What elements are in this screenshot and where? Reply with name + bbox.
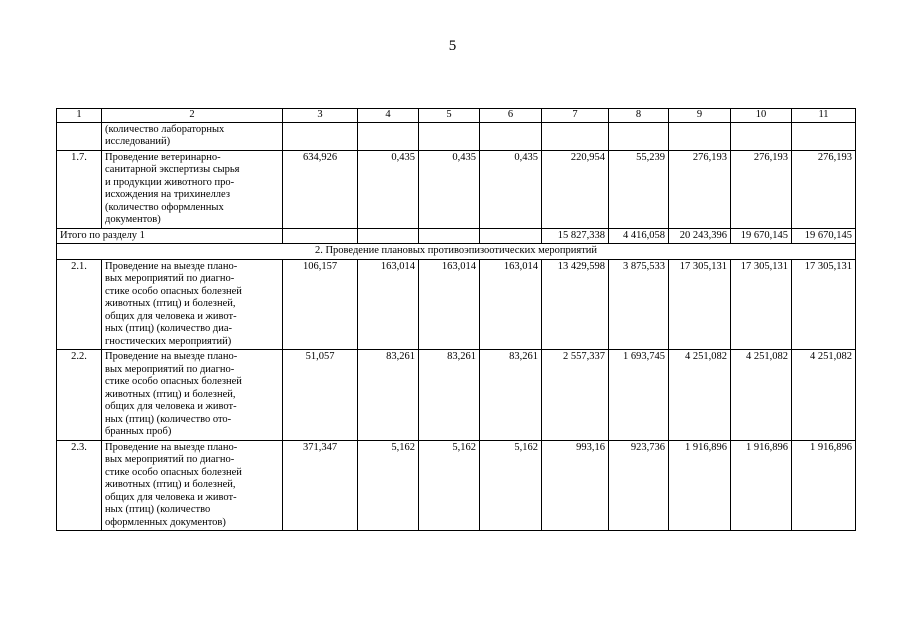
table-row	[57, 259, 856, 350]
value-cell	[283, 122, 358, 150]
value-cell	[669, 122, 731, 150]
column-header: 8	[609, 109, 669, 123]
value-cell: 0,435	[480, 150, 542, 228]
value-cell	[480, 122, 542, 150]
row-description: Проведение на выезде плано- вых мероприятий по диагно- стике особо опасных болезней животных (птиц) и болезней, общих для человека и живот- ных (птиц) (количество ото- бранных проб)	[102, 350, 283, 441]
value-cell: 83,261	[358, 350, 419, 441]
value-cell: 0,435	[419, 150, 480, 228]
value-cell: 15 827,338	[542, 228, 609, 244]
value-cell	[609, 122, 669, 150]
value-cell: 106,157	[283, 259, 358, 350]
value-cell: 19 670,145	[792, 228, 856, 244]
column-header: 10	[731, 109, 792, 123]
column-number-row	[57, 109, 856, 123]
value-cell: 163,014	[480, 259, 542, 350]
value-cell	[542, 122, 609, 150]
subtotal-row	[57, 228, 856, 244]
value-cell: 83,261	[480, 350, 542, 441]
table-row	[57, 440, 856, 531]
section-row	[57, 244, 856, 260]
value-cell	[792, 122, 856, 150]
value-cell: 634,926	[283, 150, 358, 228]
row-description: Проведение ветеринарно- санитарной экспертизы сырья и продукции животного про- исхождения на трихинеллез (количество оформленных документов)	[102, 150, 283, 228]
column-header: 9	[669, 109, 731, 123]
value-cell: 1 916,896	[669, 440, 731, 531]
column-header: 11	[792, 109, 856, 123]
value-cell: 51,057	[283, 350, 358, 441]
row-number	[57, 122, 102, 150]
column-header: 1	[57, 109, 102, 123]
value-cell: 19 670,145	[731, 228, 792, 244]
column-header: 4	[358, 109, 419, 123]
table-row	[57, 150, 856, 228]
value-cell: 163,014	[358, 259, 419, 350]
page-number: 5	[448, 38, 457, 54]
value-cell	[358, 122, 419, 150]
value-cell: 1 916,896	[731, 440, 792, 531]
value-cell: 17 305,131	[731, 259, 792, 350]
value-cell: 13 429,598	[542, 259, 609, 350]
value-cell: 2 557,337	[542, 350, 609, 441]
value-cell: 17 305,131	[792, 259, 856, 350]
row-number: 2.3.	[57, 440, 102, 531]
value-cell: 993,16	[542, 440, 609, 531]
value-cell	[358, 228, 419, 244]
value-cell: 1 693,745	[609, 350, 669, 441]
row-description: (количество лабораторных исследований)	[102, 122, 283, 150]
value-cell: 4 251,082	[669, 350, 731, 441]
row-description: Проведение на выезде плано- вых мероприятий по диагно- стике особо опасных болезней животных (птиц) и болезней, общих для человека и живот- ных (птиц) (количество оформленных документов)	[102, 440, 283, 531]
value-cell	[419, 228, 480, 244]
column-header: 3	[283, 109, 358, 123]
value-cell: 5,162	[480, 440, 542, 531]
column-header: 5	[419, 109, 480, 123]
value-cell: 163,014	[419, 259, 480, 350]
value-cell: 0,435	[358, 150, 419, 228]
value-cell: 17 305,131	[669, 259, 731, 350]
value-cell: 5,162	[419, 440, 480, 531]
row-number: 2.2.	[57, 350, 102, 441]
value-cell: 371,347	[283, 440, 358, 531]
value-cell: 276,193	[731, 150, 792, 228]
row-description: Проведение на выезде плано- вых мероприятий по диагно- стике особо опасных болезней животных (птиц) и болезней, общих для человека и живот- ных (птиц) (количество диа- гностических мероприятий)	[102, 259, 283, 350]
value-cell: 5,162	[358, 440, 419, 531]
value-cell	[731, 122, 792, 150]
table-row	[57, 350, 856, 441]
value-cell: 83,261	[419, 350, 480, 441]
value-cell: 1 916,896	[792, 440, 856, 531]
value-cell: 220,954	[542, 150, 609, 228]
subtotal-label: Итого по разделу 1	[57, 228, 283, 244]
value-cell	[283, 228, 358, 244]
value-cell: 923,736	[609, 440, 669, 531]
value-cell: 3 875,533	[609, 259, 669, 350]
value-cell: 4 251,082	[792, 350, 856, 441]
value-cell: 276,193	[669, 150, 731, 228]
value-cell: 4 416,058	[609, 228, 669, 244]
column-header: 2	[102, 109, 283, 123]
column-header: 7	[542, 109, 609, 123]
table-row	[57, 122, 856, 150]
section-title: 2. Проведение плановых противоэпизоотических мероприятий	[57, 244, 856, 260]
column-header: 6	[480, 109, 542, 123]
value-cell: 55,239	[609, 150, 669, 228]
row-number: 1.7.	[57, 150, 102, 228]
budget-table	[56, 108, 856, 531]
value-cell	[419, 122, 480, 150]
value-cell: 20 243,396	[669, 228, 731, 244]
row-number: 2.1.	[57, 259, 102, 350]
value-cell: 276,193	[792, 150, 856, 228]
value-cell: 4 251,082	[731, 350, 792, 441]
value-cell	[480, 228, 542, 244]
